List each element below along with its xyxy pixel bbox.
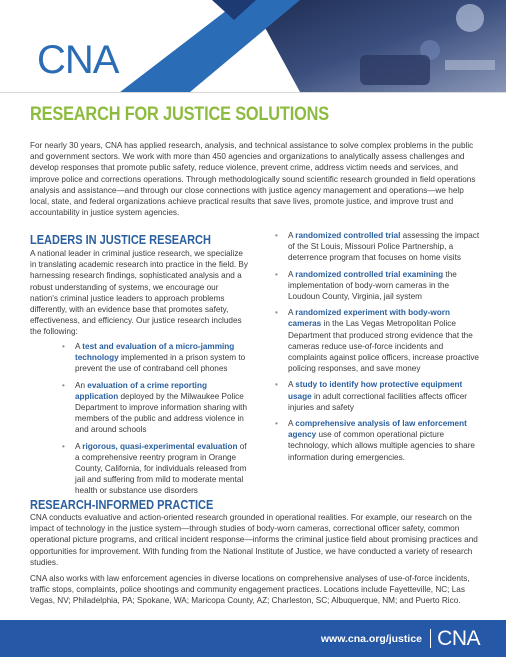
practice-paragraph-2: CNA also works with law enforcement agencies in diverse locations on comprehensive analyses of use-of-force incidents, traffic stops, complaints, police shootings and community engagement practices. Locations include Fayetteville, NC; Las Vegas, NV; Philadelphia, PA; Spokane, WA; Maricopa County, AZ; Charleston, SC; Albuquerque, NM; and Puerto Rico. [30,574,470,606]
footer-cna-logo: CNA [437,627,480,650]
footer-bar [0,620,506,657]
intro-paragraph: For nearly 30 years, CNA has applied research, analysis, and technical assistance to solve complex problems in the public and government sectors. We work with more than 450 agencies and organizations to analytically assess challenges and develop responses that promote public safety, reduce violence, prevent crime, address victim needs and services, and improve police and corrections operations. Through methodologically sound scientific research grounded in field operations analysis and assistance—and through our close connections with justice agency management and operations—we help local, state, and federal organizations achieve practical results that save lives, promote justice, and improve trust and accountability in justice system agencies. [30,141,476,218]
bullet-icon: • [62,441,65,451]
bullet-icon: • [275,419,278,429]
leaders-heading: LEADERS IN JUSTICE RESEARCH [30,233,211,247]
list-item: • A test and evaluation of a micro-jamming technology implemented in a prison system to prevent the use of contraband cell phones [62,342,246,374]
highlight-text: randomized controlled trial [295,231,401,240]
list-item: • A comprehensive analysis of law enforcement agency use of common operational picture technology, which allows multiple agencies to share information during emergencies. [275,419,475,462]
header-divider [0,92,506,93]
bullet-icon: • [275,380,278,390]
bullet-icon: • [62,380,65,390]
list-item: • A study to identify how protective equipment usage in adult correctional facilities affects officer injuries and safety [275,380,468,412]
right-bullet-list [275,230,480,468]
highlight-text: randomized controlled trial examining [295,269,444,279]
list-item: • A randomized controlled trial assessing the impact of the St Louis, Missouri Police Partnership, a deterrence program that focuses on home visits [275,231,480,263]
bullet-icon: • [62,342,65,351]
bullet-icon: • [275,269,278,279]
website-link[interactable]: www.cna.org/justice [320,633,422,645]
list-item: • A randomized experiment with body-worn cameras in the Las Vegas Metropolitan Police Department that produced strong evidence that the cameras reduce use-of-force incidents and complaints against police officers, increase proactive policing responses, and save money [275,308,479,374]
list-item: • A randomized controlled trial examining the implementation of body-worn cameras in the Loudoun County, Virginia, jail system [275,269,457,302]
list-item: • A rigorous, quasi-experimental evaluation of a comprehensive reentry program in Orange County, California, for individuals released from jail and suffering from mild to moderate mental health or substance use disorders [62,441,247,496]
bullet-icon: • [275,231,278,240]
highlight-text: test and evaluation of a micro-jamming technology [75,342,235,363]
highlight-text: study to identify how protective equipment usage [288,380,463,401]
highlight-text: rigorous, quasi-experimental evaluation [82,441,238,451]
highlight-text: evaluation of a crime reporting application [75,380,207,401]
cna-logo: CNA [37,38,119,82]
highlight-text: comprehensive analysis of law enforcement agency [288,419,467,440]
practice-heading: RESEARCH-INFORMED PRACTICE [30,498,214,512]
highlight-text: randomized experiment with body-worn cameras [288,308,450,329]
header-banner [0,0,506,92]
practice-paragraph-1: CNA conducts evaluative and action-oriented research grounded in operational realities. For example, our research on the impact of technology in the justice system—through studies of body-worn cameras, correctional officer safety, common operational picture programs, and critical incident response—informs the criminal justice field about promising practices and opportunities for improvement. With funding from the National Institute of Justice, we have conducted a variety of research studies. [30,513,478,567]
page-title: RESEARCH FOR JUSTICE SOLUTIONS [30,104,329,125]
bullet-icon: • [275,308,278,318]
left-bullet-list [62,341,252,502]
list-item: • An evaluation of a crime reporting application deployed by the Milwaukee Police Department to improve information sharing with members of the public and address violence in and around schools [62,380,248,435]
leaders-body: A national leader in criminal justice research, we specialize in translating academic research into practice in the field. By harnessing research findings, sophisticated analysis and a robust understanding of systems, we encourage our nation's criminal justice leaders to approach problems differently, with an evidence base that promotes safety, effectiveness, and efficiency. Our justice research includes the following: [30,249,248,337]
footer-divider [430,629,432,648]
